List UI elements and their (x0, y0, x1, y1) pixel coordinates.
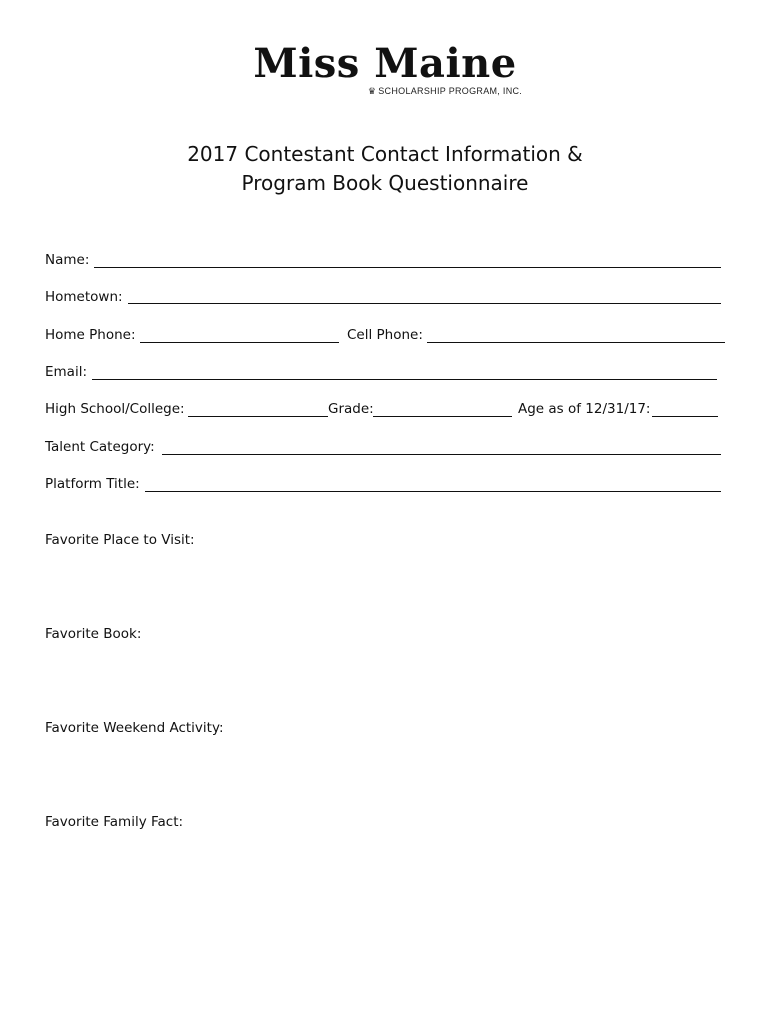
platform-field[interactable] (145, 491, 721, 492)
favorite-place-label: Favorite Place to Visit: (45, 532, 195, 548)
name-label: Name: (45, 252, 90, 268)
logo-title: Miss Maine (253, 40, 517, 87)
email-label: Email: (45, 364, 88, 380)
talent-field[interactable] (162, 454, 721, 455)
home-phone-field[interactable] (140, 342, 339, 343)
age-field[interactable] (652, 416, 718, 417)
grade-field[interactable] (373, 416, 512, 417)
page-title (0, 140, 770, 198)
page-title-line1: 2017 Contestant Contact Information & (187, 142, 583, 166)
favorite-book-label: Favorite Book: (45, 626, 142, 642)
favorite-family-fact-label: Favorite Family Fact: (45, 814, 184, 830)
crown-icon: ♛ (367, 86, 377, 96)
hometown-field[interactable] (128, 303, 721, 304)
email-field[interactable] (92, 379, 717, 380)
grade-label: Grade: (328, 401, 374, 417)
logo-subtitle (0, 86, 770, 97)
logo-subtitle-text: SCHOLARSHIP PROGRAM, INC. (378, 86, 523, 96)
hometown-label: Hometown: (45, 289, 123, 305)
logo (0, 40, 770, 97)
cell-phone-field[interactable] (427, 342, 725, 343)
name-field[interactable] (94, 267, 721, 268)
talent-label: Talent Category: (45, 439, 155, 455)
school-label: High School/College: (45, 401, 185, 417)
age-label: Age as of 12/31/17: (518, 401, 651, 417)
cell-phone-label: Cell Phone: (347, 327, 423, 343)
page-title-line2: Program Book Questionnaire (241, 171, 529, 195)
school-field[interactable] (188, 416, 328, 417)
favorite-weekend-label: Favorite Weekend Activity: (45, 720, 224, 736)
platform-label: Platform Title: (45, 476, 140, 492)
home-phone-label: Home Phone: (45, 327, 136, 343)
